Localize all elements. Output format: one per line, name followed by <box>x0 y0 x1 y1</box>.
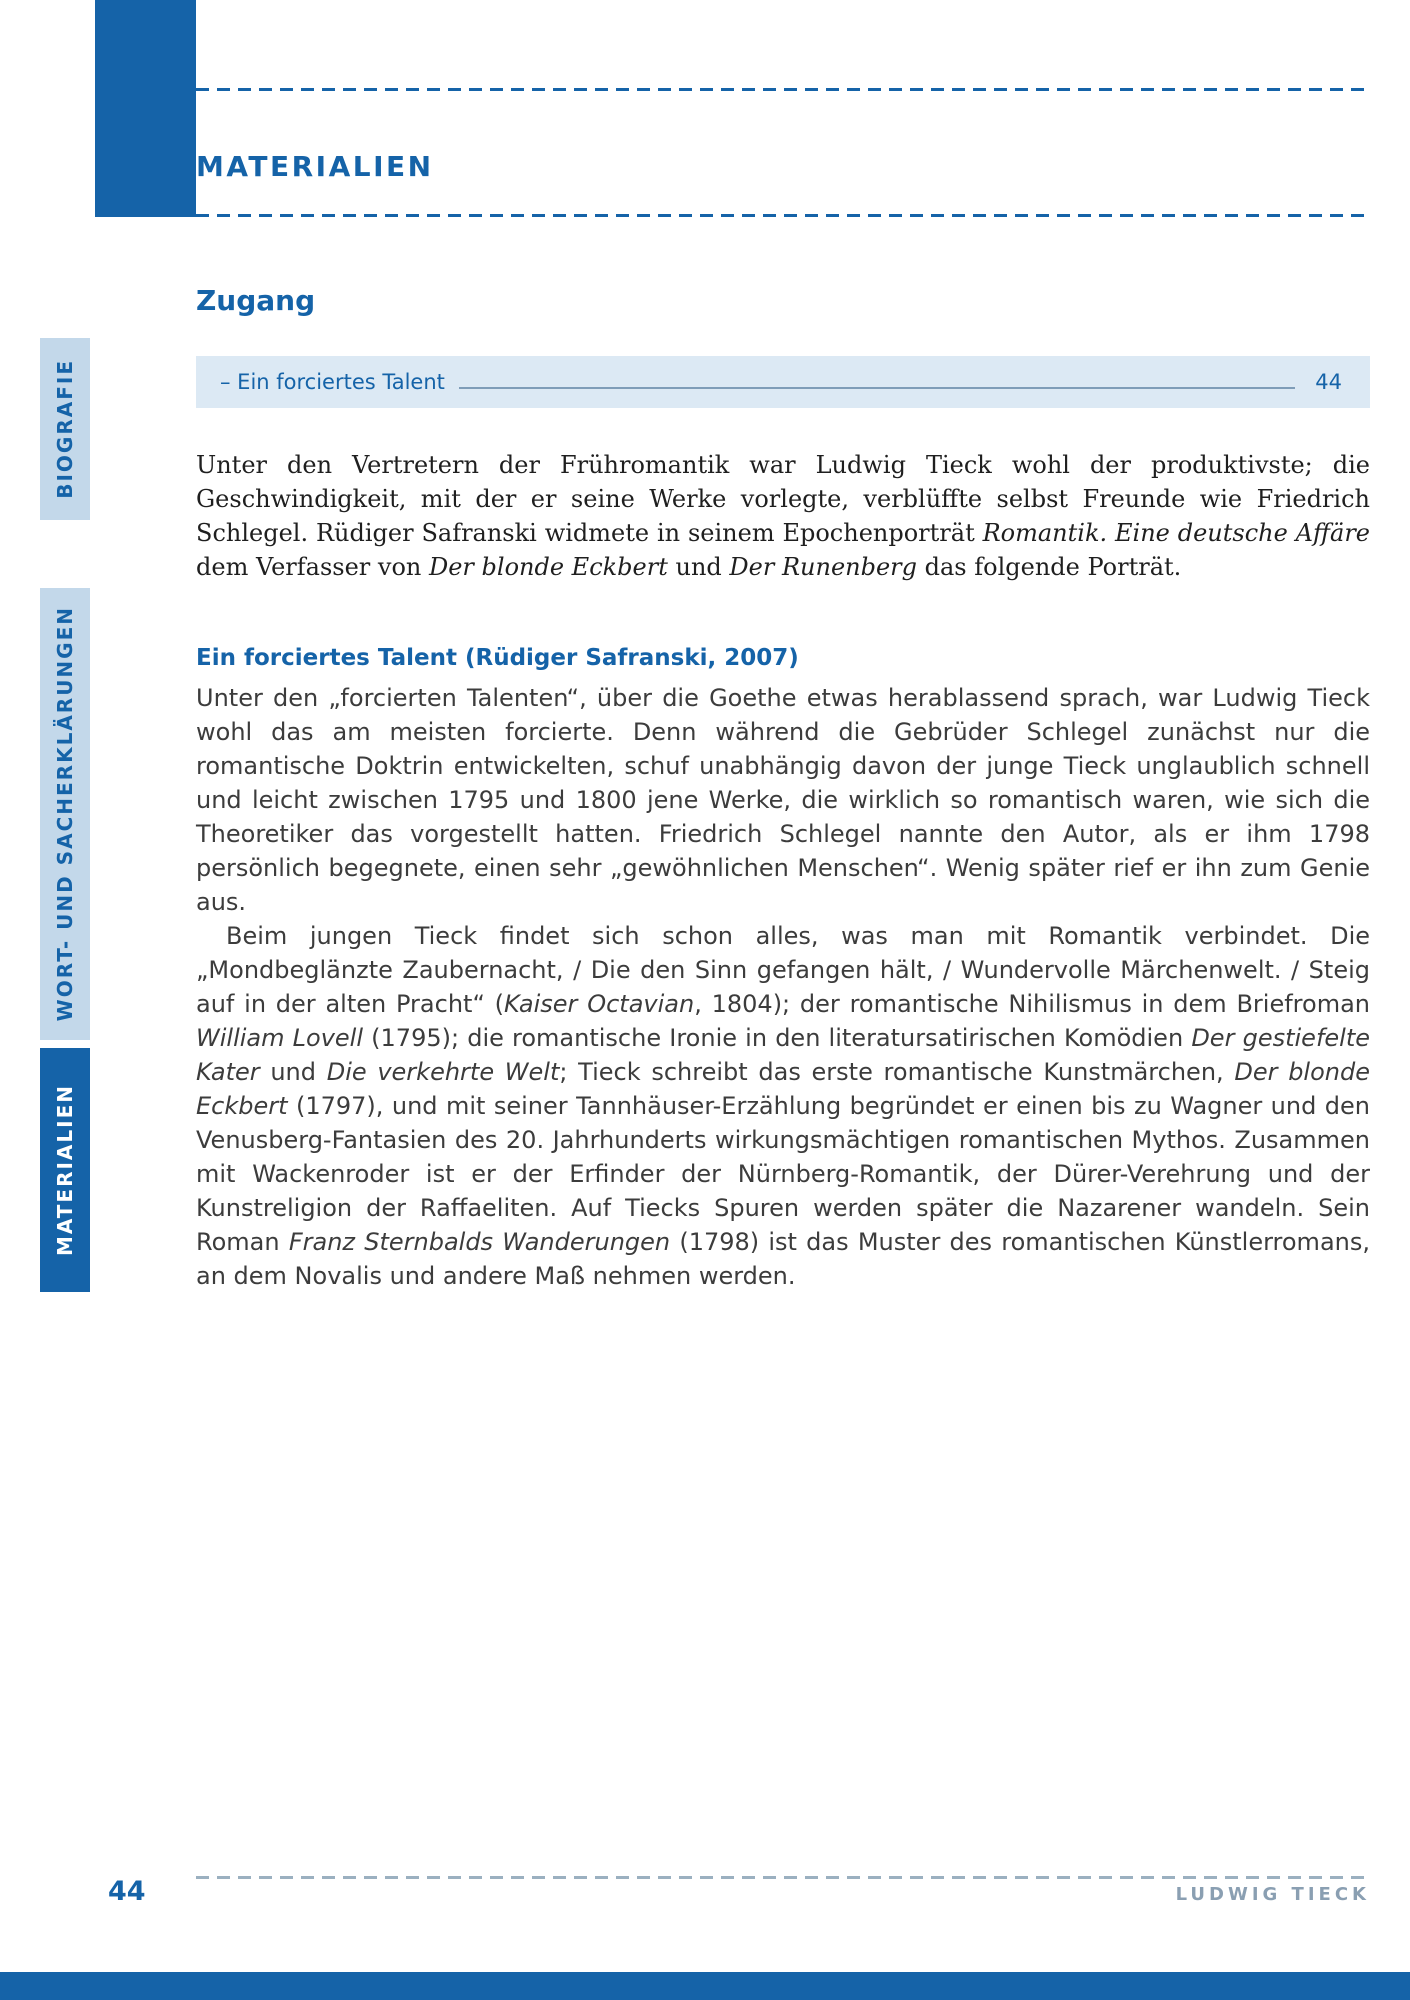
text-segment: und <box>667 553 730 581</box>
book-title-italic: Franz Sternbalds Wanderungen <box>288 1228 671 1256</box>
intro-paragraph <box>196 448 1370 584</box>
text-segment: Unter den Vertretern der Frühromantik war Ludwig Tieck wohl der produktivste; die Geschwindigkeit, mit der er seine Werke vorlegte, verblüffte selbst Freunde wie Friedrich Schlegel. Rüdiger Safranski widmete in seinem Epochenporträt <box>196 451 1370 547</box>
sidebar-tab-biografie[interactable] <box>40 338 90 520</box>
text-segment: , 1804); der romantische Nihilismus in dem Briefroman <box>694 990 1370 1018</box>
text-segment: dem Verfasser von <box>196 553 429 581</box>
toc-page-number: 44 <box>1315 370 1342 394</box>
excerpt-paragraph-2 <box>196 919 1370 1293</box>
book-title-italic: Der blonde Eckbert <box>196 1058 1370 1120</box>
book-title-italic: Die verkehrte Welt <box>326 1058 560 1086</box>
excerpt-section <box>196 645 1370 1293</box>
text-segment: (1795); die romantische Ironie in den literatursatirischen Komödien <box>363 1024 1192 1052</box>
sidebar-tab-wort-und-sacherklaerungen[interactable] <box>40 588 90 1040</box>
toc-entry-label: – Ein forciertes Talent <box>220 370 445 394</box>
footer-page-number: 44 <box>108 1876 146 1907</box>
text-segment: ; Tieck schreibt das erste romantische Kunstmärchen, <box>559 1058 1235 1086</box>
toc-leader-line <box>459 387 1295 389</box>
sidebar-tab-wort-label: WORT- UND SACHERKLÄRUNGEN <box>53 606 77 1022</box>
toc-entry-row[interactable] <box>196 356 1370 408</box>
section-heading: Zugang <box>196 284 316 317</box>
book-title-italic: William Lovell <box>196 1024 364 1052</box>
book-title-italic: Kaiser Octavian <box>504 990 695 1018</box>
footer-book-title: LUDWIG TIECK <box>1175 1884 1370 1905</box>
sidebar-tab-biografie-label: BIOGRAFIE <box>53 359 77 499</box>
text-segment: (1798) ist das Muster des romantischen Künstlerromans, an dem Novalis und andere Maß nehmen werden. <box>196 1228 1370 1290</box>
sidebar-tab-materialien-active[interactable] <box>40 1048 90 1292</box>
sidebar-tab-materialien-label: MATERIALIEN <box>53 1083 77 1257</box>
book-title-italic: Der blonde Eckbert <box>428 553 668 581</box>
book-title-italic: Romantik. Eine deutsche Affäre <box>982 519 1371 547</box>
bottom-accent-bar <box>0 1972 1410 2000</box>
excerpt-paragraph-1: Unter den „forcierten Talenten“, über die Goethe etwas herablassend sprach, war Ludwig Tieck wohl das am meisten forcierte. Denn während die Gebrüder Schlegel zunächst nur die romantische Doktrin entwickelten, schuf unabhängig davon der junge Tieck unglaublich schnell und leicht zwischen 1795 und 1800 jene Werke, die wirklich so romantisch waren, wie sich die Theoretiker das vorgestellt hatten. Friedrich Schlegel nannte den Autor, als er ihm 1798 persönlich begegnete, einen sehr „gewöhnlichen Menschen“. Wenig später rief er ihn zum Genie aus. <box>196 684 1370 916</box>
corner-accent-block <box>95 0 196 217</box>
text-segment: (1797), und mit seiner Tannhäuser-Erzählung begründet er einen bis zu Wagner und den Venusberg-Fantasien des 20. Jahrhunderts wirkungsmächtigen romantischen Mythos. Zusammen mit Wackenroder ist er der Erfinder der Nürnberg-Romantik, der Dürer-Verehrung und der Kunstreligion der Raffaeliten. Auf Tiecks Spuren werden später die Nazarener wandeln. Sein Roman <box>196 1092 1370 1256</box>
text-segment: das folgende Porträt. <box>917 553 1182 581</box>
header-dashed-rule-bottom <box>196 214 1370 217</box>
header-dashed-rule-top <box>196 88 1370 91</box>
footer-dashed-rule <box>196 1876 1370 1879</box>
text-segment: Beim jungen Tieck findet sich schon alles, was man mit Romantik verbindet. Die „Mondbeglänzte Zaubernacht, / Die den Sinn gefangen hält, / Wundervolle Märchenwelt. / Steig auf in der alten Pracht“ ( <box>196 922 1370 1018</box>
text-segment: und <box>259 1058 327 1086</box>
book-title-italic: Der gestiefelte Kater <box>196 1024 1371 1086</box>
book-title-italic: Der Runenberg <box>729 553 917 581</box>
excerpt-heading: Ein forciertes Talent (Rüdiger Safranski, 2007) <box>196 645 799 671</box>
page-header-title: MATERIALIEN <box>196 150 434 183</box>
